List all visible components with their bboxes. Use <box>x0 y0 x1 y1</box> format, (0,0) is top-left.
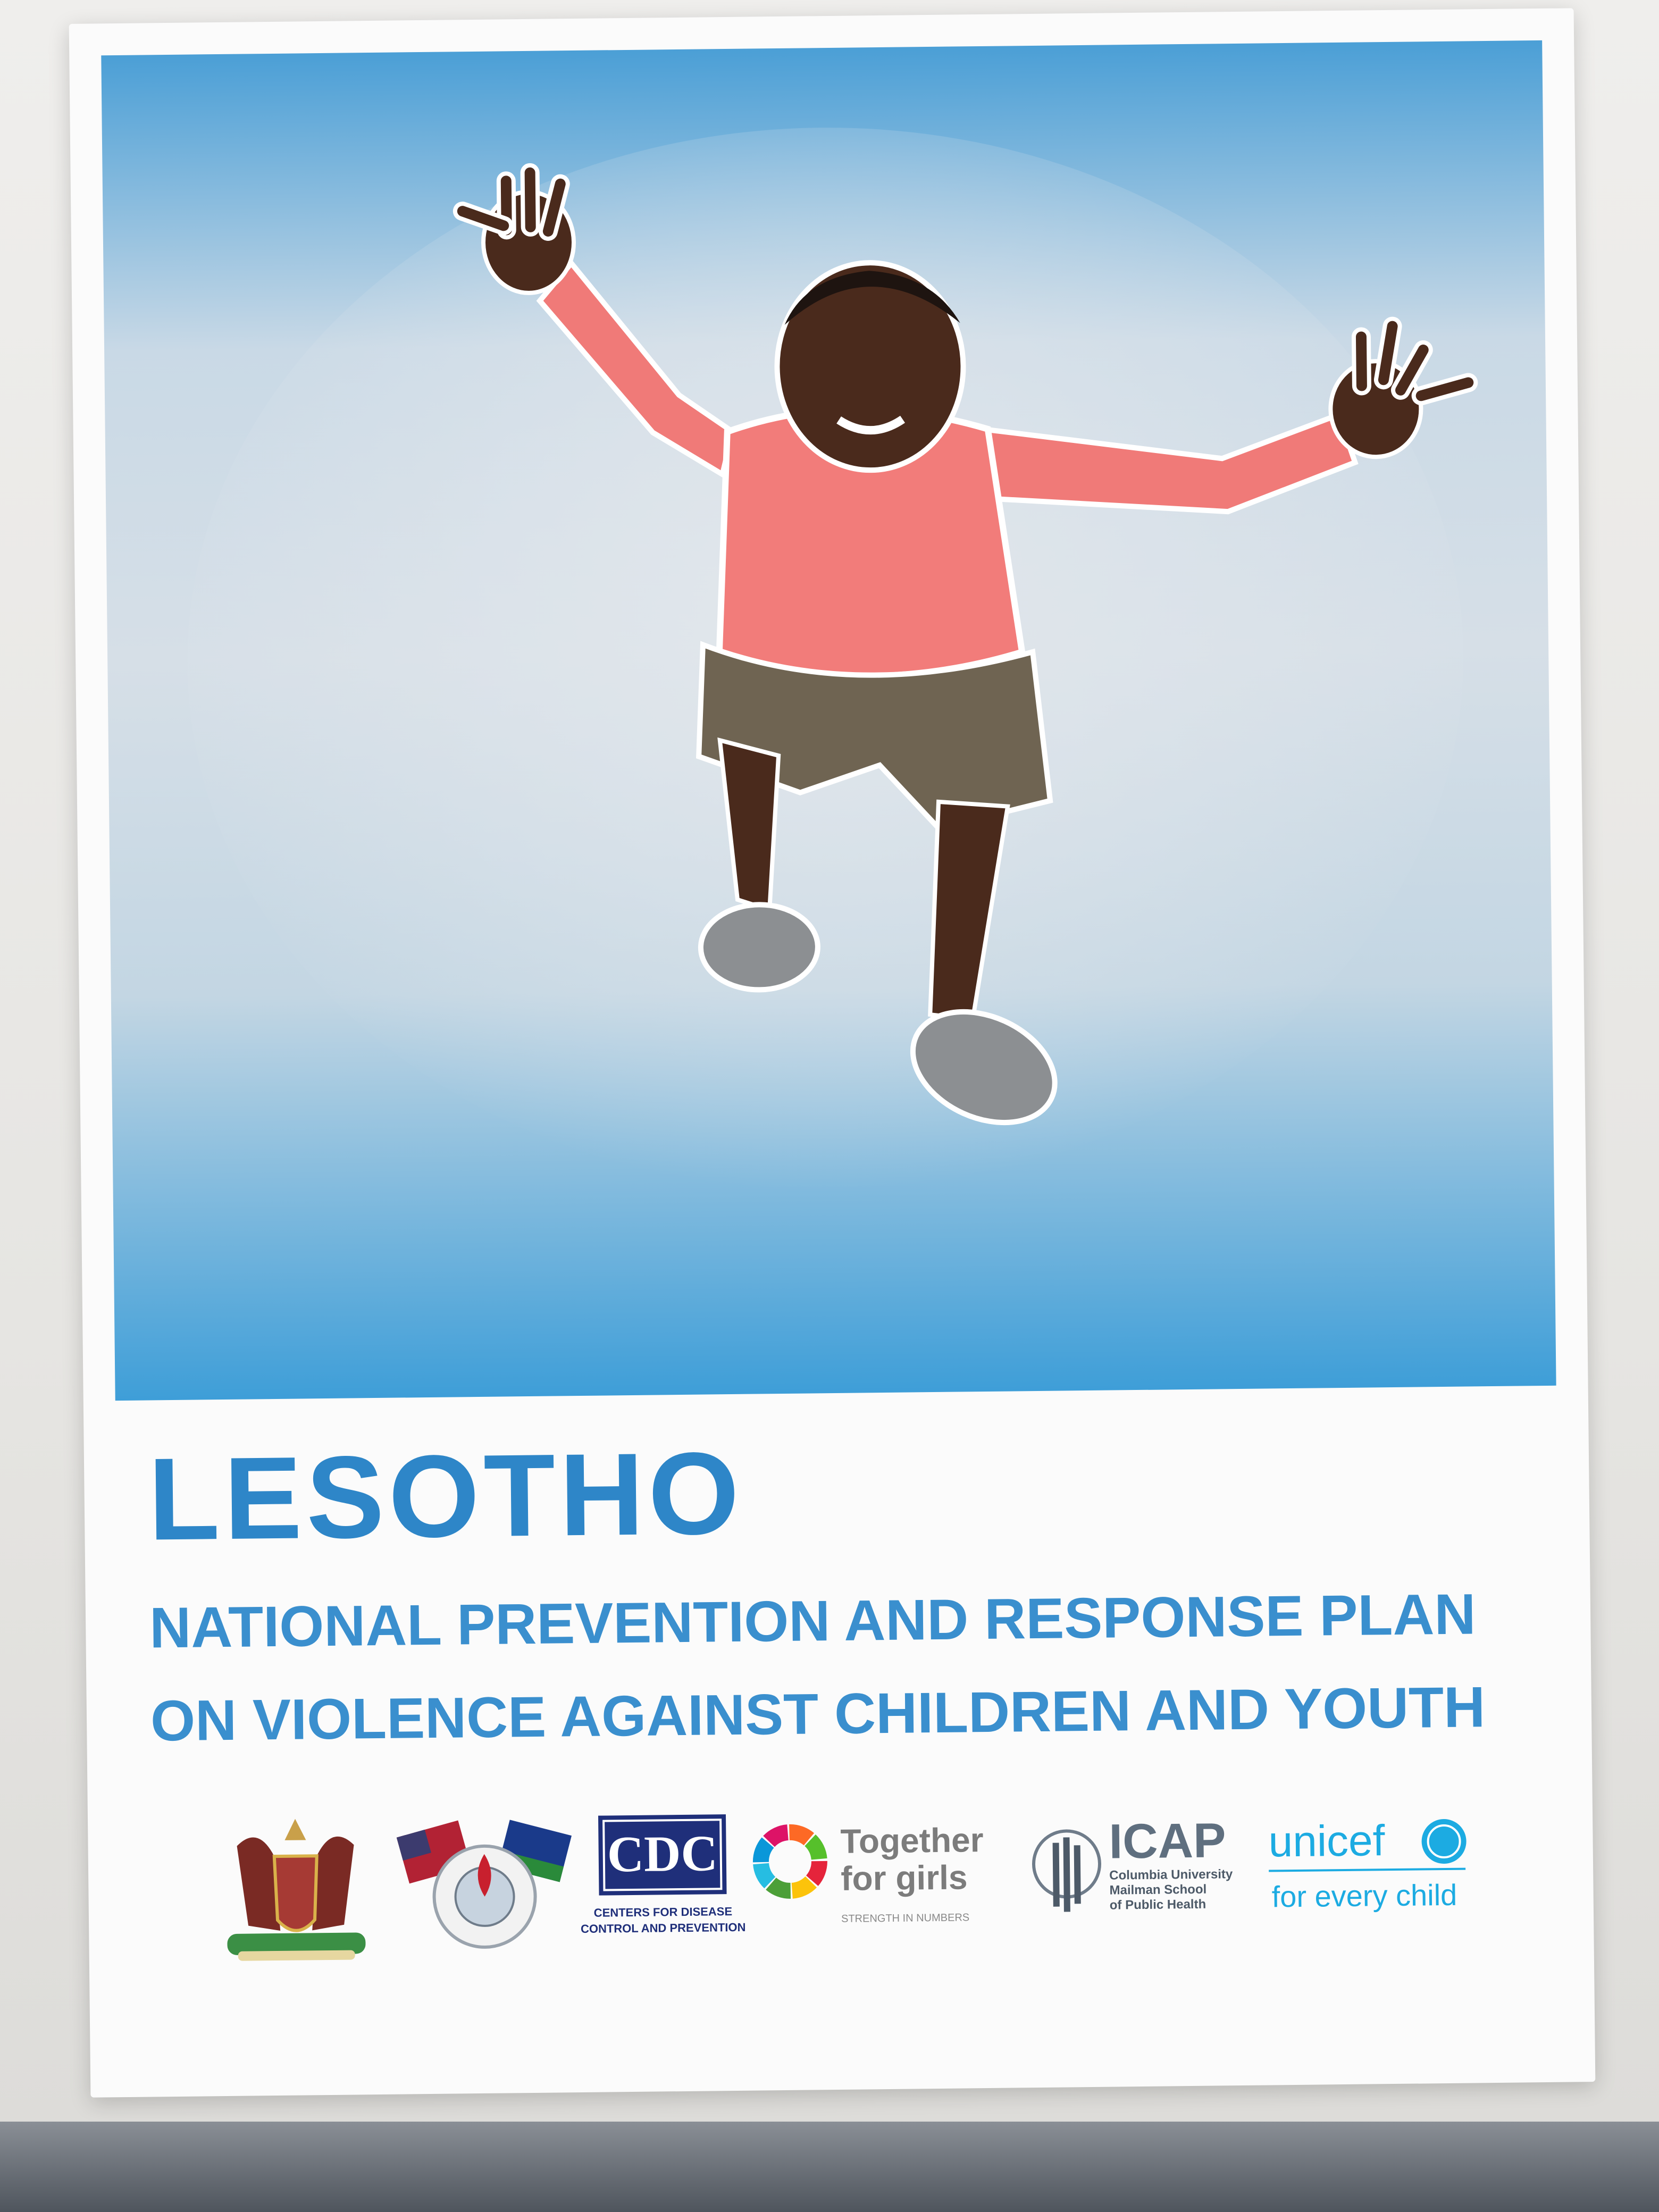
cover-subtitle <box>149 1566 1544 1767</box>
lesotho-coat-of-arms-icon <box>215 1807 376 1968</box>
icap-logo-icon <box>1029 1798 1243 1960</box>
icap-line2: Mailman School <box>1109 1882 1207 1898</box>
unicef-tagline: for every child <box>1271 1878 1457 1914</box>
cdc-name: CDC <box>607 1824 718 1883</box>
unicef-name: unicef <box>1268 1816 1385 1866</box>
icap-line3: of Public Health <box>1109 1897 1206 1913</box>
icap-line1: Columbia University <box>1109 1867 1233 1883</box>
cover-title: LESOTHO <box>147 1427 744 1565</box>
jumping-child-illustration <box>101 40 1556 1401</box>
cdc-logo-icon <box>580 1804 746 1965</box>
cdc-line2: CONTROL AND PREVENTION <box>580 1920 746 1936</box>
cover-photo <box>101 40 1556 1401</box>
unicef-logo-icon <box>1263 1796 1488 1957</box>
cdc-line1: CENTERS FOR DISEASE <box>593 1905 733 1920</box>
us-lesotho-flags-icon <box>396 1805 573 1966</box>
tfg-line2: for girls <box>840 1858 968 1898</box>
cover-subtitle-line1: NATIONAL PREVENTION AND RESPONSE PLAN <box>149 1581 1476 1660</box>
tfg-tagline: STRENGTH IN NUMBERS <box>841 1912 970 1925</box>
cover-subtitle-line2: ON VIOLENCE AGAINST CHILDREN AND YOUTH <box>150 1674 1486 1753</box>
booklet-cover <box>69 8 1596 2097</box>
tfg-line1: Together <box>840 1821 984 1861</box>
together-for-girls-logo-icon <box>752 1801 1009 1963</box>
partner-logos <box>215 1796 1493 1974</box>
table-surface <box>0 2122 1659 2212</box>
icap-name: ICAP <box>1109 1813 1226 1869</box>
